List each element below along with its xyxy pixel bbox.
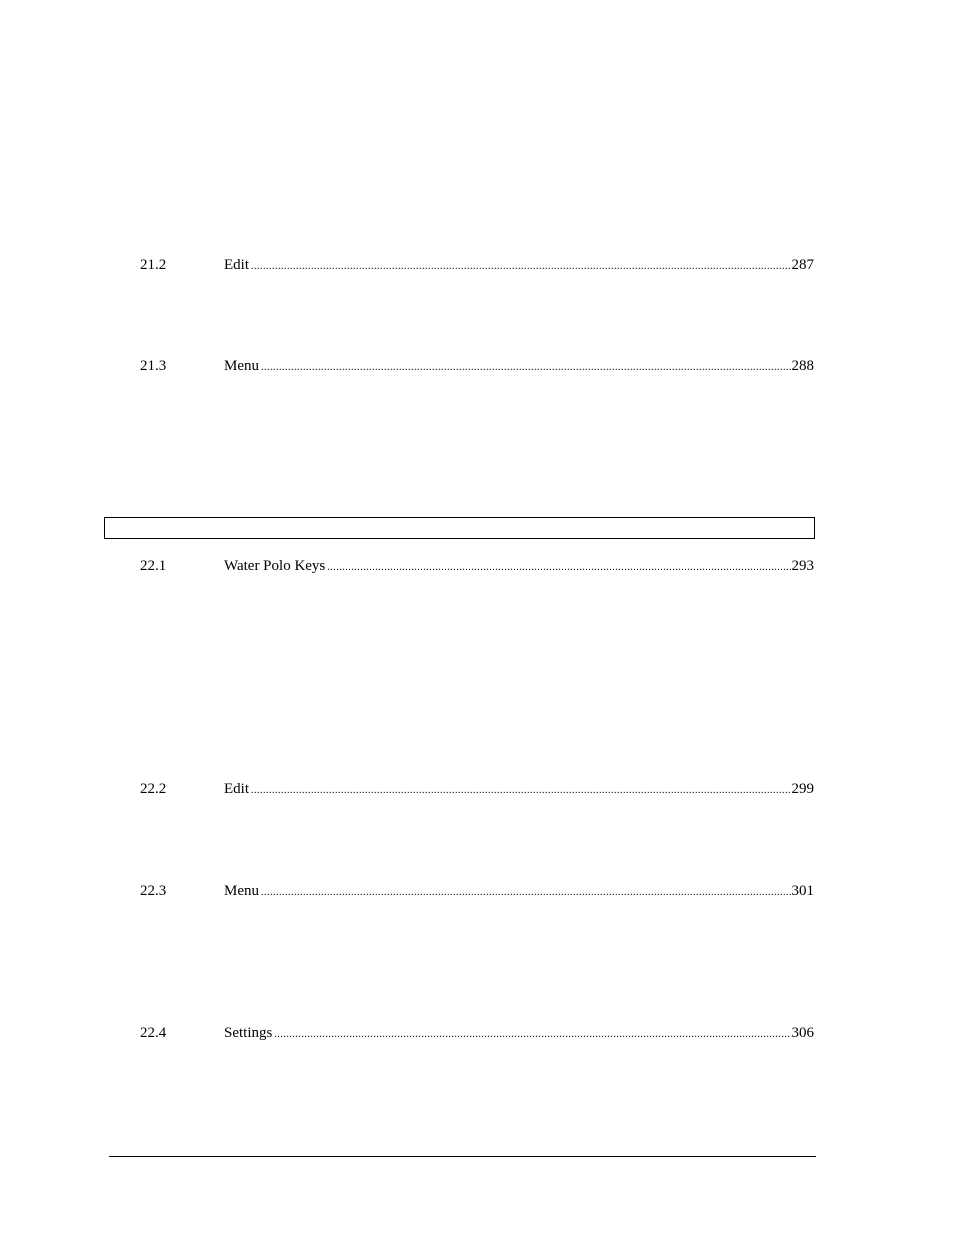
toc-entry-number: 21.3: [140, 358, 167, 374]
toc-entry-page: 288: [791, 358, 814, 374]
toc-entry-title: Edit: [224, 781, 249, 797]
toc-dot-leader: [261, 358, 791, 378]
toc-entry-title: Menu: [224, 358, 259, 374]
toc-entry-title: Edit: [224, 257, 249, 273]
toc-dot-leader: [251, 257, 791, 277]
toc-entry-title: Menu: [224, 883, 259, 899]
toc-dot-leader: [327, 558, 790, 578]
toc-entry-title: Water Polo Keys: [224, 558, 326, 574]
toc-dot-leader: [251, 781, 791, 801]
toc-entry-21-3[interactable]: [140, 356, 814, 376]
toc-entry-number: 21.2: [140, 257, 167, 273]
toc-entry-number: 22.4: [140, 1025, 167, 1041]
toc-entry-21-2[interactable]: [140, 255, 814, 275]
toc-entry-page: 287: [791, 257, 814, 273]
toc-entry-number: 22.1: [140, 558, 167, 574]
toc-entry-page: 301: [791, 883, 814, 899]
toc-entry-number: 22.3: [140, 883, 167, 899]
chapter-heading-box: [104, 517, 815, 539]
toc-entry-22-3[interactable]: [140, 881, 814, 901]
toc-entry-22-2[interactable]: [140, 779, 814, 799]
toc-entry-page: 293: [791, 558, 814, 574]
toc-dot-leader: [261, 883, 791, 903]
toc-entry-page: 299: [791, 781, 814, 797]
footer-divider: [109, 1156, 816, 1157]
toc-entry-title: Settings: [224, 1025, 273, 1041]
toc-entry-page: 306: [791, 1025, 814, 1041]
toc-entry-22-4[interactable]: [140, 1023, 814, 1043]
toc-dot-leader: [274, 1025, 790, 1045]
toc-entry-22-1[interactable]: [140, 556, 814, 576]
toc-entry-number: 22.2: [140, 781, 167, 797]
